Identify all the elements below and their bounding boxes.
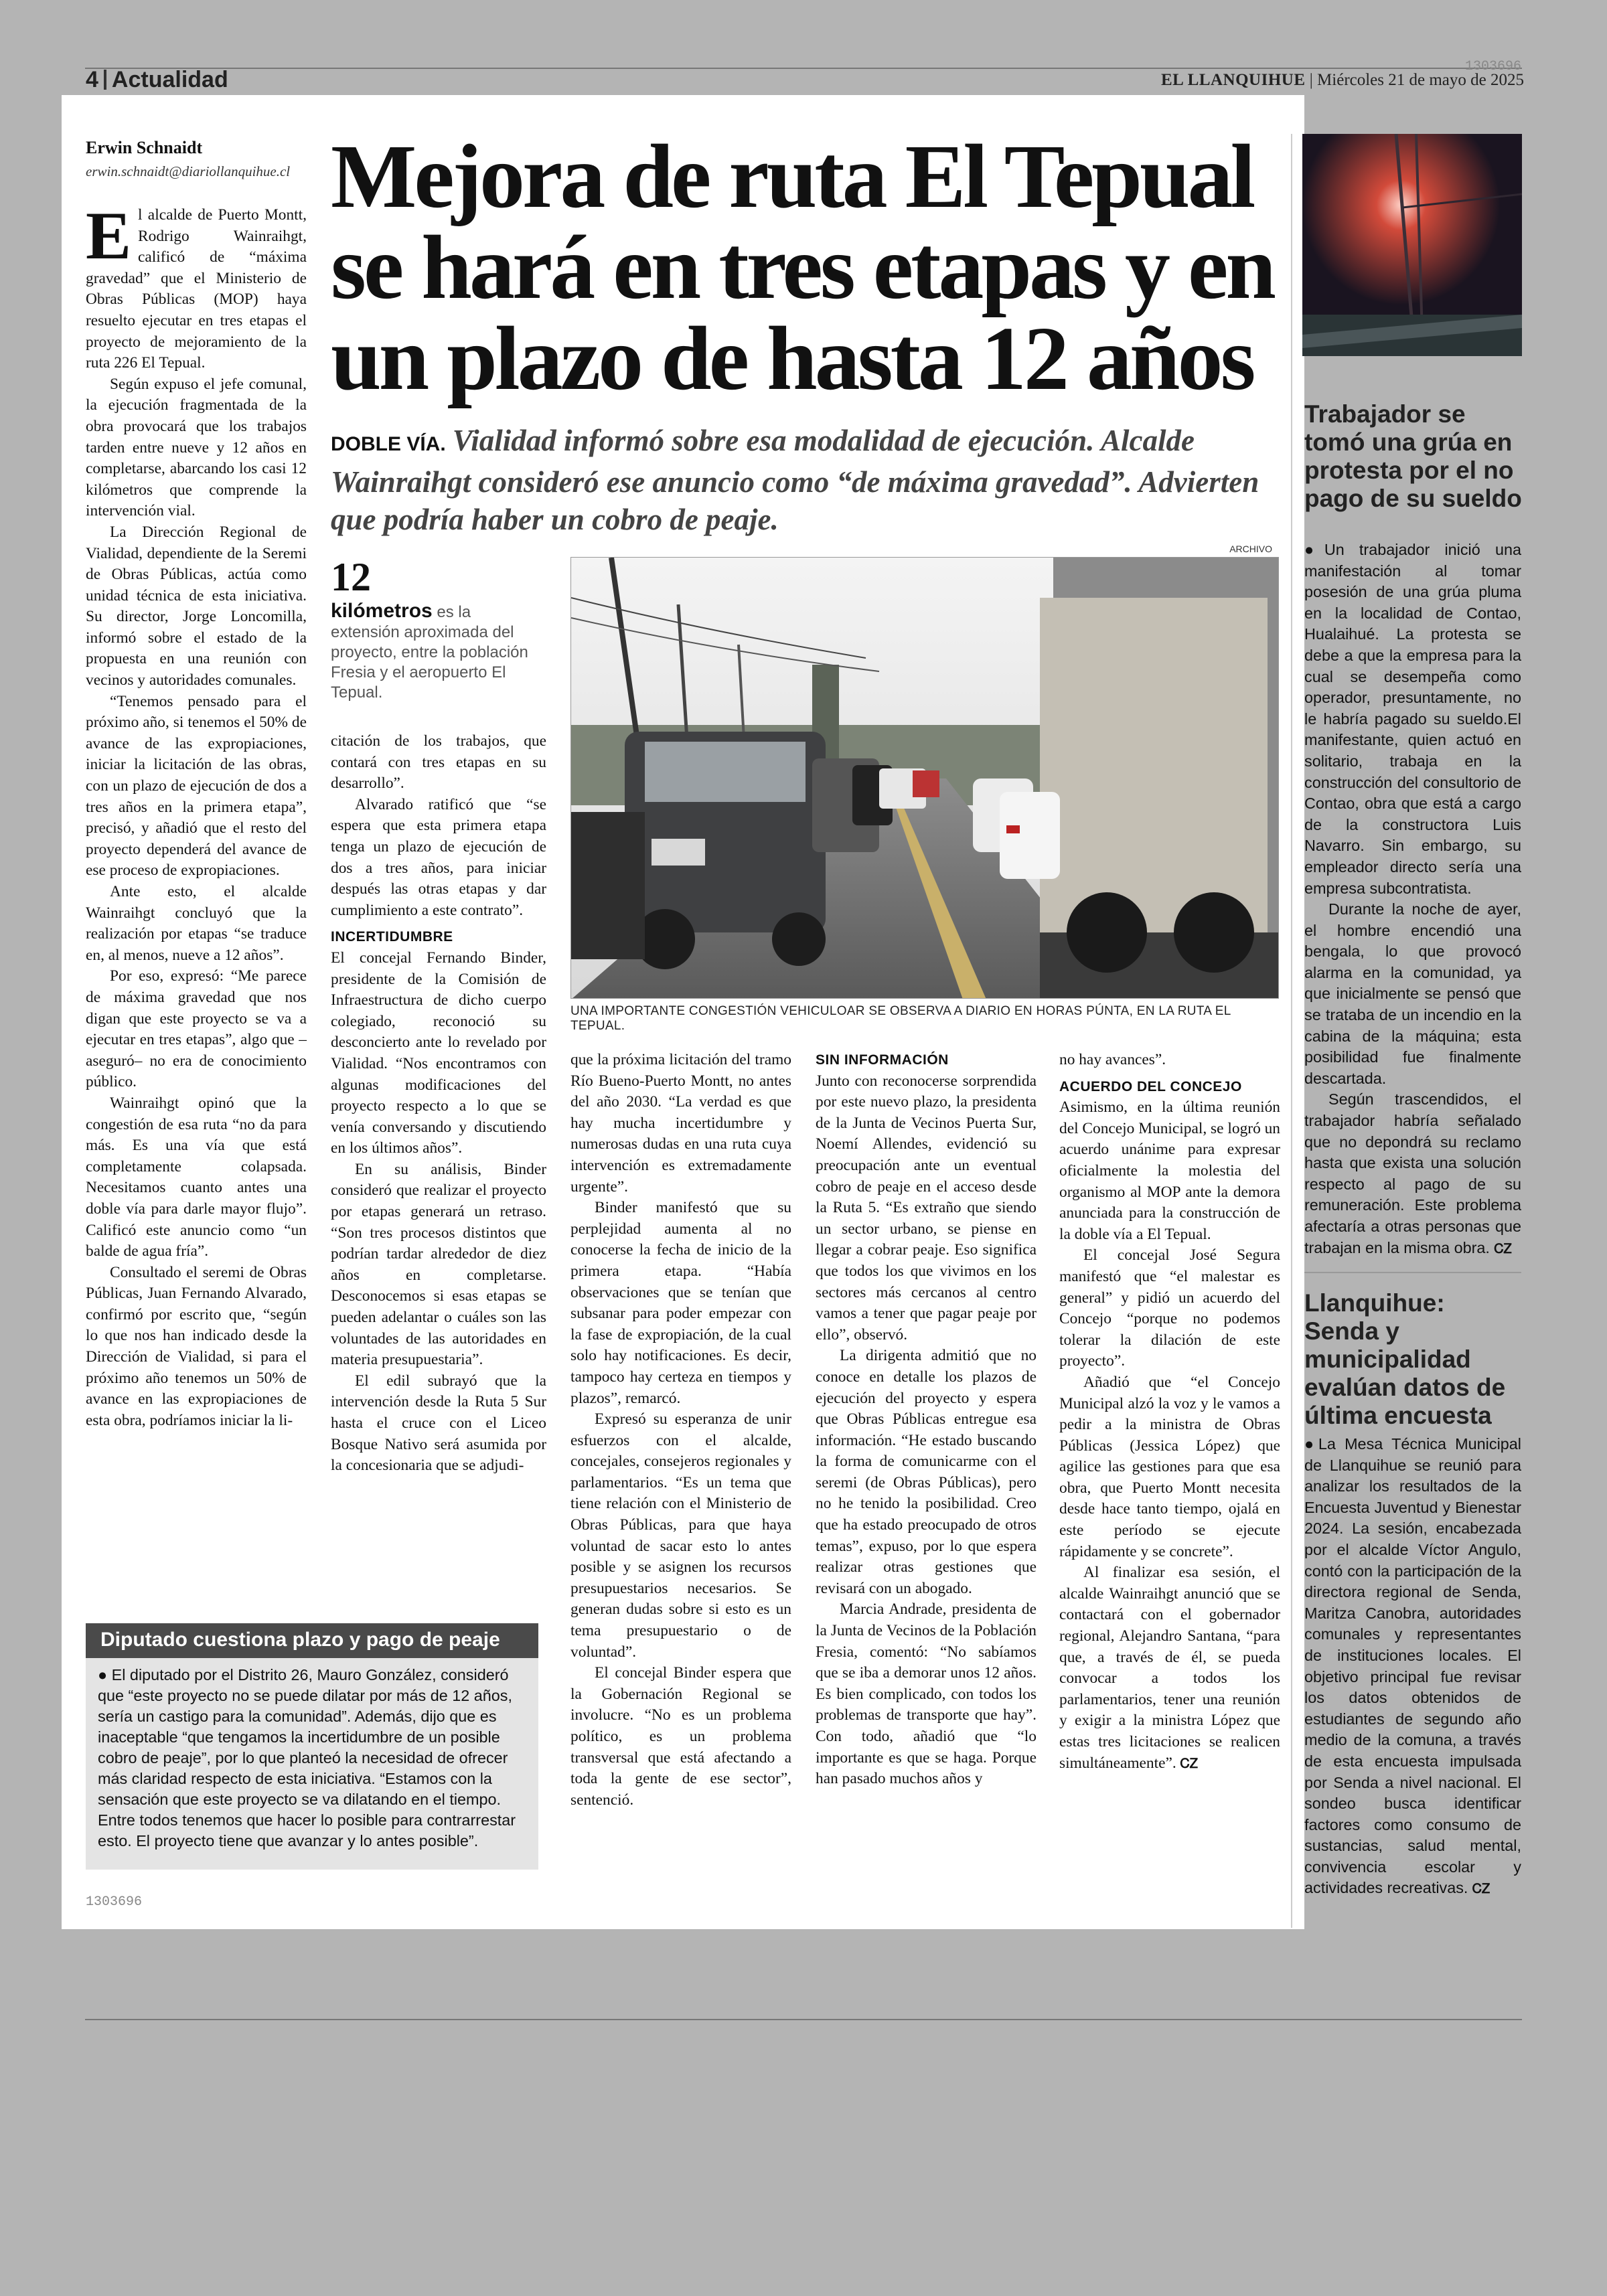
sidebar-headline-1: Trabajador se tomó una grúa en protesta por el no pago de su sueldo <box>1304 400 1522 512</box>
fact-highlight <box>331 557 538 703</box>
paragraph: Durante la noche de ayer, el hombre encendió una bengala, lo que provocó alarma en la comunidad, ya que inicialmente se pensó que se trataba de un incendio en la cabina de la máquina; esta posibilidad fue finalmente descartada. <box>1304 900 1521 1087</box>
article-column-2 <box>331 731 546 1477</box>
paragraph: que la próxima licitación del tramo Río Bueno-Puerto Montt, no antes del año 2030. “La verdad es que hay mucha incertidumbre y numerosas dudas en una ruta cuya intervención es extremadamente urgente”. <box>570 1051 791 1196</box>
sidebar-headline-2: Llanquihue: Senda y municipalidad evalúan datos de última encuesta <box>1304 1289 1506 1429</box>
paragraph-text: La Mesa Técnica Municipal de Llanquihue se reunió para analizar los resultados de la Encuesta Juventud y Bienestar 2024. La sesión, encabezada por el alcalde Víctor Angulo, contó con la participación de la directora regional de Senda, Maritza Canobra, autoridades comunales y representantes de instituciones locales. El objetivo principal fue revisar los datos obtenidos de estudiantes de segundo año medio de la comuna, a través de esta encuesta impulsada por Senda a nivel nacional. El sondeo busca identificar factores como consumo de sustancias, salud mental, convivencia escolar y actividades recreativas. <box>1304 1435 1521 1897</box>
sidebar-divider <box>1304 1272 1521 1273</box>
paragraph-text: Al finalizar esa sesión, el alcalde Wainraihgt anunció que se contactará con el gobernador regional, Alejandro Santana, “para que, a través de él, se pueda convocar a todos los parlamentarios, tener una reunión y exigir a la ministra López que estas tres licitaciones se realicen simultáneamente”. <box>1059 1564 1280 1772</box>
fact-number: 12 <box>331 555 371 599</box>
traffic-photo <box>570 557 1279 999</box>
paragraph: Por eso, expresó: “Me parece de máxima gravedad que nos digan que este proyecto se va a ejecutar en tres etapas”, algo que –aseguró– no era de conocimiento público. <box>86 967 307 1091</box>
bullet-icon: ● <box>98 1666 112 1684</box>
paragraph: La dirigenta admitió que no conoce en detalle los plazos de ejecución del proyecto y espera que Obras Públicas entregue esa información. “He estado buscando la forma de comunicarme con el seremi (de Obras Públicas), pero no he tenido la posibilidad. Creo que ha estado preocupado de otros temas”, expuso, por lo que espera realizar otras gestiones que revisará con un abogado. <box>816 1347 1037 1597</box>
article-column-1 <box>86 198 307 1431</box>
headline: Mejora de ruta El Tepual se hará en tres etapas y en un plazo de hasta 12 años <box>331 127 1274 409</box>
paragraph: El edil subrayó que la intervención desde la Ruta 5 Sur hasta el cruce con el Liceo Bosque Nativo será asumida por la concesionaria que se adjudi- <box>331 1372 546 1475</box>
sidebar-story-2 <box>1304 1434 1521 1900</box>
paragraph: l alcalde de Puerto Montt, Rodrigo Wainraihgt, calificó de “máxima gravedad” que el Ministerio de Obras Públicas (MOP) haya resuelto ejecutar en tres etapas el proyecto de mejoramiento de la ruta 226 El Tepual. <box>86 206 307 372</box>
article-column-4 <box>816 1050 1037 1790</box>
paragraph <box>1304 540 1521 899</box>
fact-description: es la extensión aproximada del proyecto, entre la población Fresia y el aeropuerto El Tepual. <box>331 603 528 702</box>
photo-credit: ARCHIVO <box>1229 544 1272 554</box>
box-body-text: El diputado por el Distrito 26, Mauro González, consideró que “este proyecto no se puede dilatar por más de 12 años, sería un castigo para la comunidad”. Además, dijo que es inaceptable “que tengamos la incertidumbre de un posible cobro de peaje”, por lo que planteó la necesidad de ofrecer más claridad respecto de esta iniciativa. “Estamos con la sensación que este proyecto se va dilatando en el tiempo. Entre todos tenemos que hacer lo posible para contrarrestar esto. El proyecto tiene que avanzar y lo antes posible”. <box>98 1666 516 1850</box>
paragraph: El concejal Binder espera que la Gobernación Regional se involucre. “No es un problema político, es un problema transversal que está afectando a toda la gente de ese sector”, sentenció. <box>570 1664 791 1809</box>
paragraph: Añadió que “el Concejo Municipal alzó la voz y le vamos a pedir a la ministra de Obras Públicas (Jessica López) que agilice las gestiones para que esa obra, que Puerto Montt necesita desde hace tanto tiempo, ojalá en este período se ejecute rápidamente y se concrete”. <box>1059 1373 1280 1560</box>
masthead-line: EL LLANQUIHUE | Miércoles 21 de mayo de 2025 <box>1160 71 1524 89</box>
scan-code-top: 1303696 <box>1464 59 1521 74</box>
author-email[interactable]: erwin.schnaidt@diariollanquihue.cl <box>86 163 291 179</box>
article-column-5 <box>1059 1050 1280 1775</box>
author-name: Erwin Schnaidt <box>86 138 203 157</box>
crane-photo-image <box>1302 134 1522 356</box>
edition-top-rule <box>85 68 1522 69</box>
traffic-photo-image <box>571 558 1279 999</box>
end-mark-icon: ᏟᏃ <box>1180 1756 1199 1771</box>
edition-bottom-rule <box>85 2019 1522 2020</box>
paragraph: “Tenemos pensado para el próximo año, si tenemos el 50% de avance de las expropiaciones, iniciar la licitación de las obras, con un plazo de ejecución de dos a tres años en la primera etapa”, precisó, y añadió que el resto del proyecto dependerá del avance de ese proceso de expropiaciones. <box>86 692 307 880</box>
drop-cap: E <box>86 198 132 274</box>
page-number: 4 <box>86 67 98 92</box>
paragraph-text: Según trascendidos, el trabajador habría señalado que no depondrá su reclamo hasta que exista una solución respecto al pago de su remuneración. Este problema afectaría a otras personas que trabajan en la misma obra. <box>1304 1090 1521 1256</box>
bullet-icon: ● <box>1304 1435 1318 1453</box>
paragraph <box>1304 1434 1521 1900</box>
article-column-3 <box>570 1050 791 1811</box>
paragraph: El concejal Fernando Binder, presidente de la Comisión de Infraestructura de dicho cuerpo colegiado, reconoció su desconcierto ante lo revelado por Vialidad. “Nos encontramos con algunas modificaciones del proyecto respecto a lo que se venía conversando y discutiendo en los últimos años”. <box>331 949 546 1157</box>
paragraph: La Dirección Regional de Vialidad, dependiente de la Seremi de Obras Públicas, actúa como unidad técnica de esta iniciativa. Su director, Jorge Loncomilla, informó sobre el estado de la propuesta en una reunión con vecinos y autoridades comunales. <box>86 523 307 689</box>
newspaper-name: EL LLANQUIHUE <box>1160 71 1306 89</box>
scan-code-bottom: 1303696 <box>86 1894 143 1910</box>
box-body <box>86 1658 538 1858</box>
paragraph <box>1304 1089 1521 1260</box>
sidebar-box-diputado <box>86 1623 538 1870</box>
section-label <box>86 67 228 93</box>
fact-unit: kilómetros <box>331 600 433 622</box>
paragraph: Expresó su esperanza de unir esfuerzos con el alcalde, concejales, consejeros regionales y parlamentarios. “Es un tema que tiene relación con el Ministerio de Obras Públicas, para que haya voluntad de sacar esto lo antes posible y se asignen los recursos presupuestarios necesarios. Se generan dudas sobre si esto es un tema presupuestario o de voluntad”. <box>570 1410 791 1661</box>
paragraph: Asimismo, en la última reunión del Concejo Municipal, se logró un acuerdo unánime para expresar oficialmente la molestia del organismo al MOP ante la demora anunciada para la construcción de la doble vía a El Tepual. <box>1059 1098 1281 1243</box>
paragraph: Según expuso el jefe comunal, la ejecución fragmentada de la obra provocará que los trabajos tarden entre nueve y 12 años en completarse, abarcando los casi 12 kilómetros que comprende la intervención vial. <box>86 375 307 520</box>
fact-text <box>331 601 538 703</box>
paragraph: En su análisis, Binder consideró que realizar el proyecto por etapas generará un retraso. “Son tres procesos distintos que podrían tardar alrededor de diez años en completarse. Desconocemos si esas etapas se pueden adelantar o cuáles son las voluntades de las autoridades en materia presupuestaria”. <box>331 1160 546 1369</box>
paragraph: Alvarado ratificó que “se espera que esta primera etapa tenga un plazo de ejecución de dos a tres años, para iniciar después las otras etapas y dar cumplimiento a este contrato”. <box>331 795 546 919</box>
column-divider <box>1291 134 1292 1928</box>
issue-date: Miércoles 21 de mayo de 2025 <box>1317 71 1524 89</box>
end-mark-icon: ᏟᏃ <box>1472 1882 1490 1897</box>
paragraph: Wainraihgt opinó que la congestión de esa ruta “no da para más. Es una vía que está completamente colapsada. Necesitamos cuanto antes una doble vía para darle mayor flujo”. Calificó este anuncio como “un balde de agua fría”. <box>86 1094 307 1260</box>
deck-text: Vialidad informó sobre esa modalidad de ejecución. Alcalde Wainraihgt consideró ese anuncio como “de máxima gravedad”. Advierten que podría haber un cobro de peaje. <box>331 424 1259 536</box>
section-name: Actualidad <box>111 67 228 92</box>
paragraph: citación de los trabajos, que contará con tres etapas en su desarrollo”. <box>331 732 546 793</box>
deck <box>331 422 1282 538</box>
box-title: Diputado cuestiona plazo y pago de peaje <box>86 1623 538 1658</box>
paragraph: Ante esto, el alcalde Wainraihgt concluyó que la realización por etapas “se traduce en, al menos, nueve a 12 años”. <box>86 883 307 964</box>
paragraph: Consultado el seremi de Obras Públicas, Juan Fernando Alvarado, confirmó por escrito que, “según lo que nos han indicado desde la Dirección de Vialidad, si para el próximo año tenemos un 50% de avance en las expropiaciones de esta obra, podríamos iniciar la li- <box>86 1263 307 1429</box>
subhead: ACUERDO DEL CONCEJO <box>1059 1078 1242 1094</box>
photo-caption: UNA IMPORTANTE CONGESTIÓN VEHICULOAR SE OBSERVA A DIARIO EN HORAS PÚNTA, EN LA RUTA EL TEPUAL. <box>570 1004 1231 1033</box>
paragraph: Marcia Andrade, presidenta de la Junta de Vecinos de la Población Fresia, comentó: “No sabíamos que se iba a demorar unos 12 años. Es bien complicado, con todos los problemas de transporte que hay”. Con todo, añadió que “lo importante es que se haga. Porque han pasado muchos años y <box>816 1601 1037 1788</box>
end-mark-icon: ᏟᏃ <box>1494 1241 1513 1256</box>
subhead: SIN INFORMACIÓN <box>816 1052 949 1068</box>
paragraph: El concejal José Segura manifestó que “el malestar es general” y pidió un acuerdo del Concejo “porque no podemos tolerar la dilación de este proyecto”. <box>1059 1246 1280 1370</box>
paragraph: no hay avances”. <box>1059 1051 1166 1068</box>
crane-photo <box>1302 134 1522 356</box>
paragraph: Junto con reconocerse sorprendida por este nuevo plazo, la presidenta de la Junta de Vecinos Puerta Sur, Noemí Allendes, evidenció su preocupación ante un eventual cobro de peaje en el acceso desde la Ruta 5. “Es extraño que siendo un sector urbano, se piense en llegar a cobrar peaje. Eso significa que todos los que vivimos en los sectores más cercanos al centro vamos a tener que pagar peaje por ello”, observó. <box>816 1072 1037 1343</box>
paragraph <box>1059 1562 1280 1775</box>
kicker: DOBLE VÍA. <box>331 433 446 455</box>
paragraph: Binder manifestó que su perplejidad aumenta al no conocerse la fecha de inicio de la primera etapa. “Había observaciones que se tenían que subsanar para poder empezar con la fase de expropiación, de la cual solo hay notificaciones. Es decir, tampoco hay certeza en tiempos y plazos”, remarcó. <box>570 1199 791 1407</box>
bullet-icon: ● <box>1304 541 1324 558</box>
paragraph-text: Un trabajador inició una manifestación al tomar posesión de una grúa pluma en la localidad de Contao, Hualaihué. La protesta se debe a que la empresa para la cual se desempeña como operador, presuntamente, no le habría pagado su sueldo.El manifestante, quien actuó en solitario, trabaja en la construcción del consultorio de Contao, obra que está a cargo de la constructora Luis Navarro. Sin embargo, su empleador directo sería una empresa subcontratista. <box>1304 541 1521 897</box>
sidebar-story-1 <box>1304 540 1521 1260</box>
subhead: INCERTIDUMBRE <box>331 929 453 945</box>
